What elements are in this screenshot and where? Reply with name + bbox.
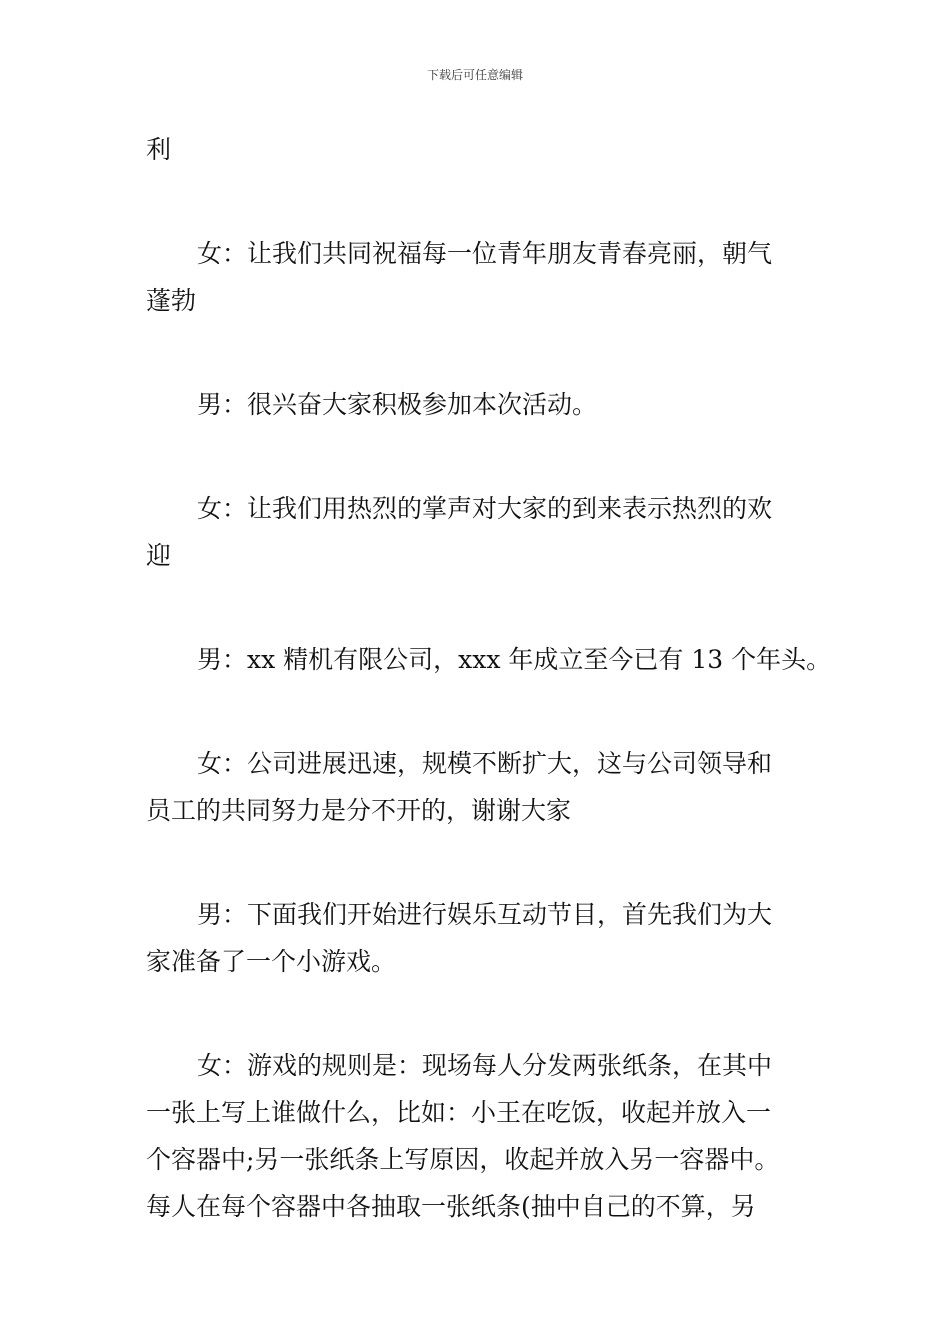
- paragraph-8-line-1: 女：游戏的规则是：现场每人分发两张纸条，在其中: [197, 1051, 773, 1080]
- paragraph-8-line-4: 每人在每个容器中各抽取一张纸条(抽中自己的不算，另: [146, 1192, 756, 1221]
- paragraph-8-line-2: 一张上写上谁做什么，比如：小王在吃饭，收起并放入一: [146, 1098, 772, 1127]
- page-header: 下载后可任意编辑: [426, 68, 523, 82]
- paragraph-2-line-2: 蓬勃: [146, 286, 197, 315]
- paragraph-6-line-1: 女：公司进展迅速，规模不断扩大，这与公司领导和: [197, 749, 773, 778]
- paragraph-2-line-1: 女：让我们共同祝福每一位青年朋友青春亮丽，朝气: [197, 239, 773, 268]
- paragraph-3-line-1: 男：很兴奋大家积极参加本次活动。: [197, 390, 598, 419]
- paragraph-1-line-1: 利: [146, 135, 172, 164]
- paragraph-7-line-2: 家准备了一个小游戏。: [146, 947, 397, 976]
- paragraph-8-line-3: 个容器中;另一张纸条上写原因，收起并放入另一容器中。: [146, 1145, 780, 1174]
- paragraph-4-line-1: 女：让我们用热烈的掌声对大家的到来表示热烈的欢: [197, 494, 773, 523]
- paragraph-5-line-1: 男：xx 精机有限公司，xxx 年成立至今已有 13 个年头。: [197, 645, 832, 674]
- document-body: [146, 126, 832, 1230]
- paragraph-6-line-2: 员工的共同努力是分不开的，谢谢大家: [146, 796, 572, 825]
- paragraph-4-line-2: 迎: [146, 541, 172, 570]
- paragraph-7-line-1: 男：下面我们开始进行娱乐互动节目，首先我们为大: [197, 900, 773, 929]
